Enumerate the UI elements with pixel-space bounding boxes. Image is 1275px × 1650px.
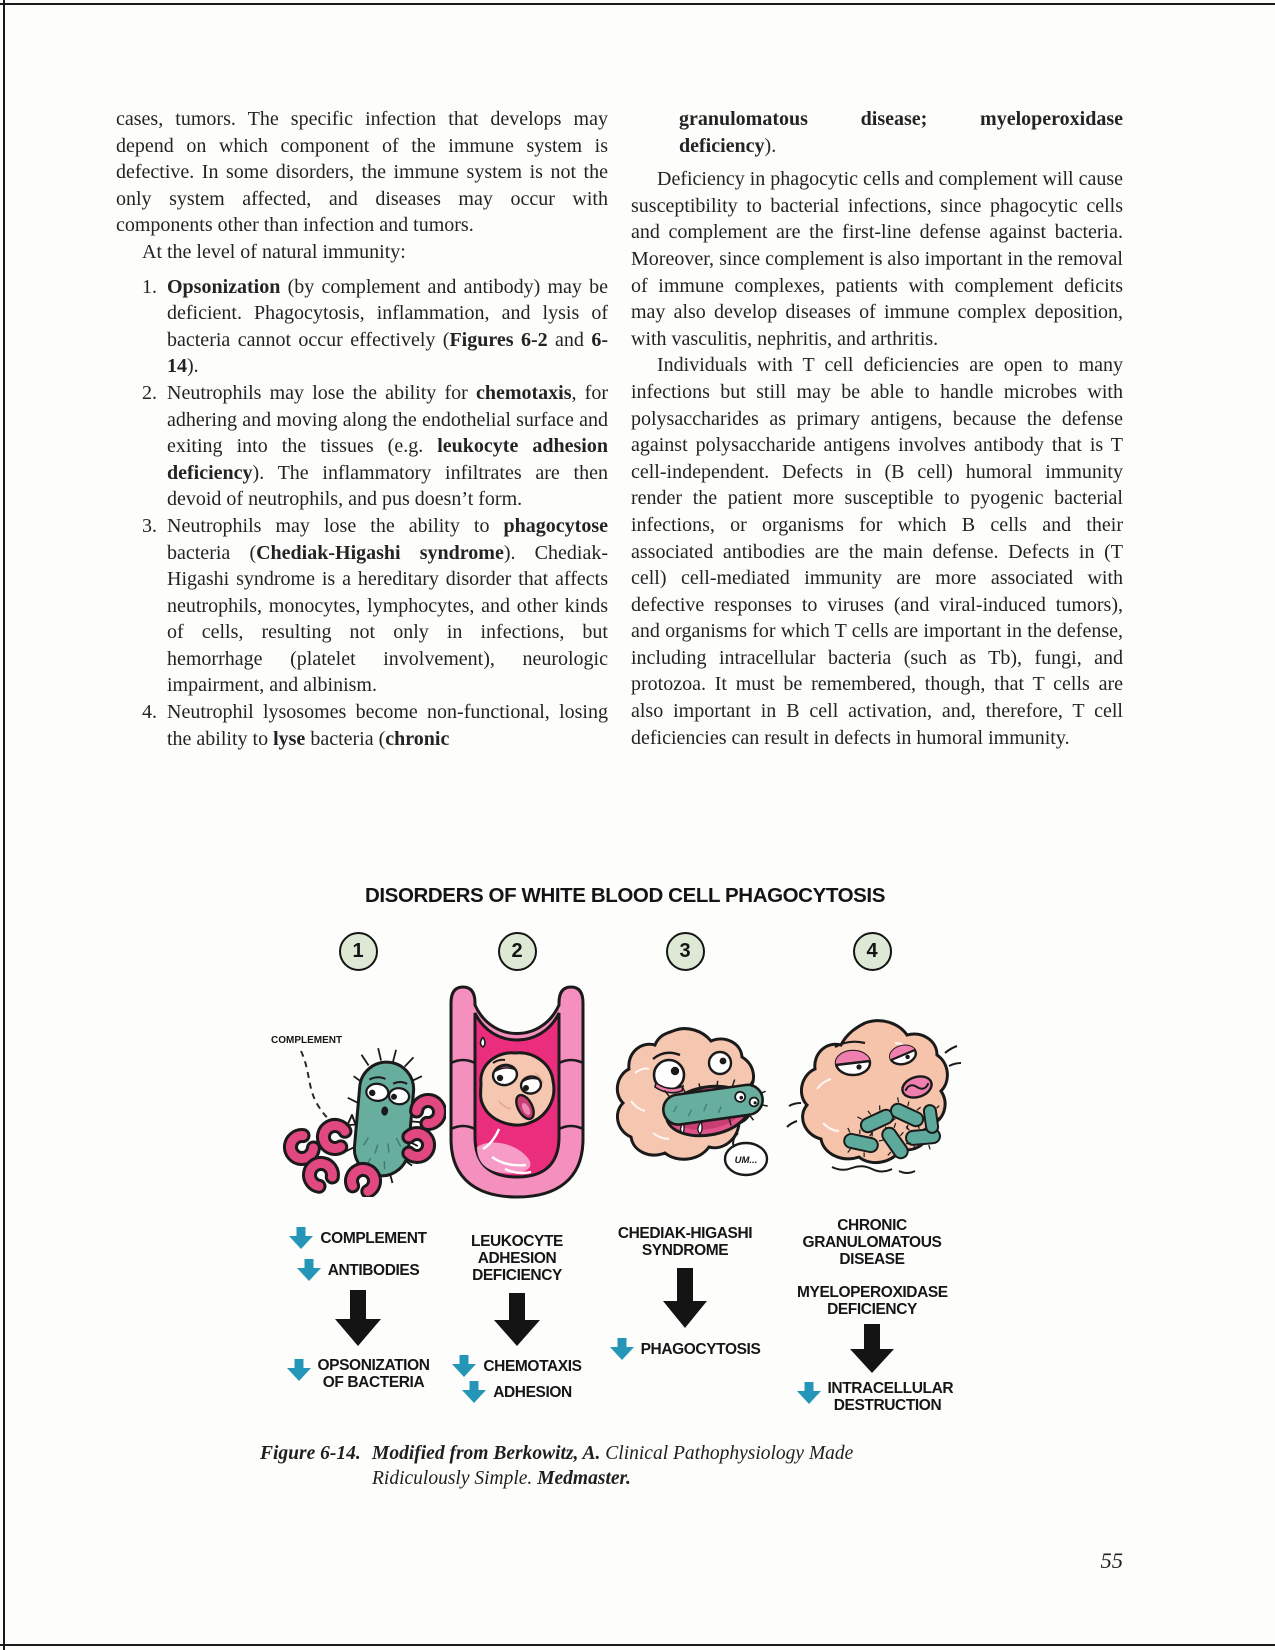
result-row [287, 1357, 430, 1391]
result-label: ADHESION [493, 1383, 572, 1401]
page-edge-line-bottom [0, 1644, 1275, 1646]
result-label: INTRACELLULAR DESTRUCTION [827, 1380, 954, 1414]
deficient-item-row [297, 1259, 420, 1281]
page-edge-line-top [0, 3, 1275, 5]
neutrophil-cell [481, 1053, 554, 1125]
panel-heading: MYELOPEROXIDASE DEFICIENCY [797, 1284, 948, 1318]
speech-text: UM... [734, 1155, 758, 1166]
paragraph: cases, tumors. The specific infection that develops may depend on which component of the immune system is defective. In some disorders, the immune system is not the only system affected, and diseases may occur with components other than infection and tumors. [116, 108, 608, 237]
blood-vessel-neutrophil-illustration [447, 979, 587, 1203]
list-item-number: 1. [142, 275, 157, 298]
down-arrow-icon [610, 1338, 634, 1360]
deficient-item-row [289, 1227, 426, 1249]
figure-panel-opsonization [262, 932, 454, 1391]
paragraph: Deficiency in phagocytic cells and complement will cause susceptibility to bacterial infections, since phagocytic cells and complement are the first-line defense against bacteria. Moreover, since complement is also important in the removal of immune complexes, patients with complement deficits may also develop diseases of immune complex deposition, with vasculitis, nephritis, and arthritis. [631, 168, 1123, 350]
result-label: CHEMOTAXIS [483, 1357, 582, 1375]
down-arrow-icon [797, 1382, 821, 1404]
result-label: PHAGOCYTOSIS [640, 1340, 761, 1358]
phagocyte-intracellular-bacteria-illustration [777, 1003, 967, 1177]
phagocyte-eating-bacterium-illustration [595, 1001, 775, 1179]
page-edge-line-left [3, 0, 5, 1650]
list-item [116, 699, 608, 752]
list-item-number: 2. [142, 381, 157, 404]
down-arrow-icon [289, 1227, 313, 1249]
down-arrow-icon [297, 1259, 321, 1281]
bacterium-complement-illustration [271, 1027, 446, 1197]
panel-number-badge: 3 [666, 932, 705, 971]
text-column-left [116, 106, 608, 752]
big-down-arrow-icon [850, 1324, 894, 1374]
panel-heading: CHRONIC GRANULOMATOUS DISEASE [802, 1217, 942, 1268]
figure-caption [260, 1442, 960, 1491]
list-item-text: Neutrophil lysosomes become non-functional, losing the ability to lyse bacteria (chronic [167, 701, 608, 750]
down-arrow-icon [462, 1381, 486, 1403]
list-item-number: 4. [142, 701, 157, 724]
list-item [116, 513, 608, 699]
page-number: 55 [1100, 1548, 1123, 1573]
paragraph: Individuals with T cell deficiencies are open to many infections but still may be able to handle microbes with polysaccharides as primary antigens, because the defense against polysaccharide antigens involves antibody that is T cell-independent. Defects in (B cell) humoral immunity render the patient more susceptible to pyogenic bacterial infections, or organisms for which B cells and their associated antibodies are the main defense. Defects in (T cell) cell-mediated immunity are more associated with defective responses to viruses (and viral-induced tumors), and organisms for which T cells are important in the defense, including intracellular bacteria (such as Tb), fungi, and protozoa. It must be remembered, though, that T cells are also important in B cell activation, and, therefore, T cell deficiencies can result in defects in humoral immunity. [631, 354, 1123, 749]
list-item [116, 380, 608, 513]
figure-panel-chronic-granulomatous [768, 932, 976, 1414]
figure-panel-chediak-higashi [592, 932, 778, 1360]
list-item-text: Neutrophils may lose the ability for chemotaxis, for adhering and moving along the endothelial surface and exiting into the tissues (e.g. leukocyte adhesion deficiency). The inflammatory infiltrates are then devoid of neutrophils, and pus doesn’t form. [167, 381, 608, 511]
result-row [610, 1338, 761, 1360]
panel-number-badge: 2 [498, 932, 537, 971]
figure-caption-label: Figure 6-14. [260, 1443, 361, 1464]
list-item-text: Neutrophils may lose the ability to phagocytose bacteria (Chediak-Higashi syndrome). Chediak-Higashi syndrome is a hereditary disorder that affects neutrophils, monocytes, lymphocytes, and other kinds of cells, resulting not only in infections, but hemorrhage (platelet involvement), neurologic impairment, and albinism. [167, 514, 608, 697]
list-item [116, 274, 608, 380]
down-arrow-icon [287, 1359, 311, 1381]
complement-annotation: COMPLEMENT [270, 1035, 342, 1046]
paragraph: At the level of natural immunity: [142, 240, 406, 263]
down-arrow-icon [452, 1355, 476, 1377]
figure-caption-text: Modified from Berkowitz, A. Clinical Pathophysiology Made Ridiculously Simple. Medmaster. [372, 1443, 854, 1489]
list-item-number: 3. [142, 514, 157, 537]
big-down-arrow-icon [663, 1268, 707, 1330]
big-down-arrow-icon [494, 1293, 540, 1347]
numbered-list [116, 274, 608, 753]
panel-number-badge: 1 [339, 932, 378, 971]
deficient-item-label: ANTIBODIES [327, 1261, 420, 1279]
list-item-text: Opsonization (by complement and antibody) may be deficient. Phagocytosis, inflammation, and lysis of bacteria cannot occur effectively (Figures 6-2 and 6-14). [167, 275, 608, 378]
result-row [462, 1381, 572, 1403]
figure-title: DISORDERS OF WHITE BLOOD CELL PHAGOCYTOSIS [364, 884, 886, 907]
result-row [797, 1380, 954, 1414]
deficient-item-label: COMPLEMENT [320, 1229, 427, 1247]
text-column-right [631, 106, 1123, 751]
result-row [452, 1355, 581, 1377]
panel-heading: LEUKOCYTE ADHESION DEFICIENCY [471, 1233, 563, 1284]
panel-number-badge: 4 [853, 932, 892, 971]
list-continuation-text: granulomatous disease; myeloperoxidase deficiency). [679, 108, 1123, 157]
panel-heading: CHEDIAK-HIGASHI SYNDROME [617, 1225, 753, 1259]
figure-panel-leukocyte-adhesion [428, 932, 606, 1403]
result-label: OPSONIZATION OF BACTERIA [317, 1357, 430, 1391]
big-down-arrow-icon [335, 1290, 381, 1347]
